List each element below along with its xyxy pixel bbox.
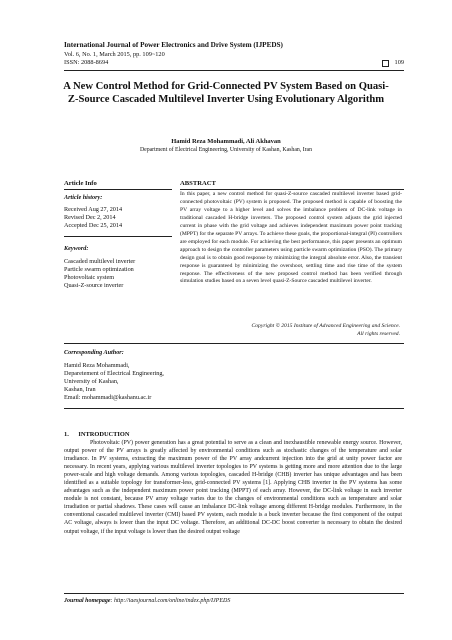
rights-line: All rights reserved.	[357, 331, 400, 337]
corresponding-line: Deparetement of Electrical Engineering,	[64, 370, 164, 377]
history-accepted: Accepted Dec 25, 2014	[64, 222, 123, 229]
keyword-item: Photovoltaic system	[64, 274, 115, 281]
copyright-line: Copyright © 2015 Institute of Advanced Engineering and Science.	[251, 323, 400, 329]
keyword-heading: Keyword:	[64, 245, 89, 252]
page-number: 109	[394, 59, 404, 66]
keyword-item: Particle swarm optimization	[64, 266, 134, 273]
paper-authors: Hamid Reza Mohammadi, Ali Akhavan	[171, 138, 281, 145]
homepage-label: Journal homepage	[64, 598, 111, 604]
journal-homepage	[64, 597, 230, 605]
introduction-paragraph: Photovoltaic (PV) power generation has a great potential to serve as a clean and inexhaustible renewable energy source. However, output power of the PV arrays is greatly affected by environmental conditions such as stochastic changes of the temperature and solar irradiance. In PV systems, extracting the maximum power of the PV array andcurrent injection into the grid at unity power factor are necessary. In recent years, applying various multilevel inverter topologies to PV systems is getting more and more attention due to the large power-scale and high voltage demands. Among various topologies, cascaded H-bridge (CHB) inverter has unique advantages and has been identified as a suitable topology for transformer-less, grid-connected PV systems [1]. Applying CHB inverter in the PV systems has some advantages such as the independent maximum power point tracking (MPPT) of each array. However, the DC-link voltage in each inverter module is not constant, because PV array voltage varies due to the changes of environmental conditions such as temperature and solar irradiation or partial shadows. These cases will cause an imbalance DC-link voltage among different H-bridge modules. Furthermore, in the conventional cascaded multilevel inverter (CMI) based PV system, each module is a buck inverter because the first component of the output AC voltage, always is lower than the input DC voltage. Therefore, an additional DC-DC boost converter is necessary to obtain the desired output voltage, if the input voltage is lower than the desired output voltage	[64, 440, 402, 535]
keyword-item: Quasi-Z-source inverter	[64, 282, 124, 289]
homepage-url[interactable]: : http://iaesjournal.com/online/index.php/IJPEDS	[110, 598, 231, 604]
issn: ISSN: 2088-8694	[64, 59, 109, 66]
corresponding-email: Email: mohammadi@kashanu.ac.ir	[64, 394, 152, 401]
abstract-heading: ABSTRACT	[180, 180, 216, 187]
journal-name: International Journal of Power Electronics and Drive System (IJPEDS)	[64, 41, 283, 49]
journal-meta	[64, 51, 404, 67]
copyright-notice	[180, 322, 400, 338]
history-revised: Revised Dec 2, 2014	[64, 214, 116, 221]
corresponding-heading: Corresponding Author:	[64, 349, 124, 356]
volume-info: Vol. 6, No. 1, March 2015, pp. 109~120	[64, 51, 165, 58]
corresponding-bottom-rule	[64, 408, 404, 409]
corresponding-line: Hamid Reza Mohammadi,	[64, 362, 130, 369]
history-received: Received Aug 27, 2014	[64, 206, 123, 213]
corresponding-line: University of Kashan,	[64, 378, 119, 385]
square-icon	[382, 60, 389, 67]
history-rule	[64, 236, 172, 237]
introduction-heading: 1. INTRODUCTION	[64, 431, 130, 438]
footer-divider	[64, 593, 404, 594]
keyword-item: Cascaded multilevel inverter	[64, 258, 136, 265]
paper-title: A New Control Method for Grid-Connected PV System Based on Quasi-Z-Source Cascaded Multilevel Inverter Using Evolutionary Algorithm	[63, 81, 389, 106]
header-divider	[64, 70, 404, 71]
abstract-text: In this paper, a new control method for quasi-Z-source cascaded multilevel inverter based grid-connected photovoltaic (PV) system is proposed. The proposed method is capable of boosting the PV array voltage to a higher level and solves the imbalance problem of DC-link voltage in traditional cascaded H-bridge inverters. The proposed control system adjusts the grid injected current in phase with the grid voltage and achieves independent maximum power point tracking (MPPT) for the separate PV arrays. To achieve these goals, the proportional-integral (PI) controllers are employed for each module. For achieving the best performance, this paper presents an optimum approach to design the controller parameters using particle swarm optimization (PSO). The primary design goal is to obtain good response by minimizing the integral absolute error. Also, the transient response is guaranteed by minimizing the overshoot, settling time and rise time of the system response. The effectiveness of the new proposed control method has been verified through simulation studies based on a seven level quasi-Z-Source cascaded multilevel inverter.	[180, 191, 402, 285]
corresponding-line: Kashan, Iran	[64, 386, 96, 393]
article-info-heading: Article Info	[64, 180, 97, 187]
corresponding-top-rule	[64, 343, 404, 344]
introduction-body	[64, 439, 402, 536]
paper-affiliation: Department of Electrical Engineering, University of Kashan, Kashan, Iran	[139, 147, 313, 153]
abstract-rule	[180, 189, 404, 190]
history-heading: Article history:	[64, 194, 103, 201]
article-info-rule	[64, 189, 172, 190]
